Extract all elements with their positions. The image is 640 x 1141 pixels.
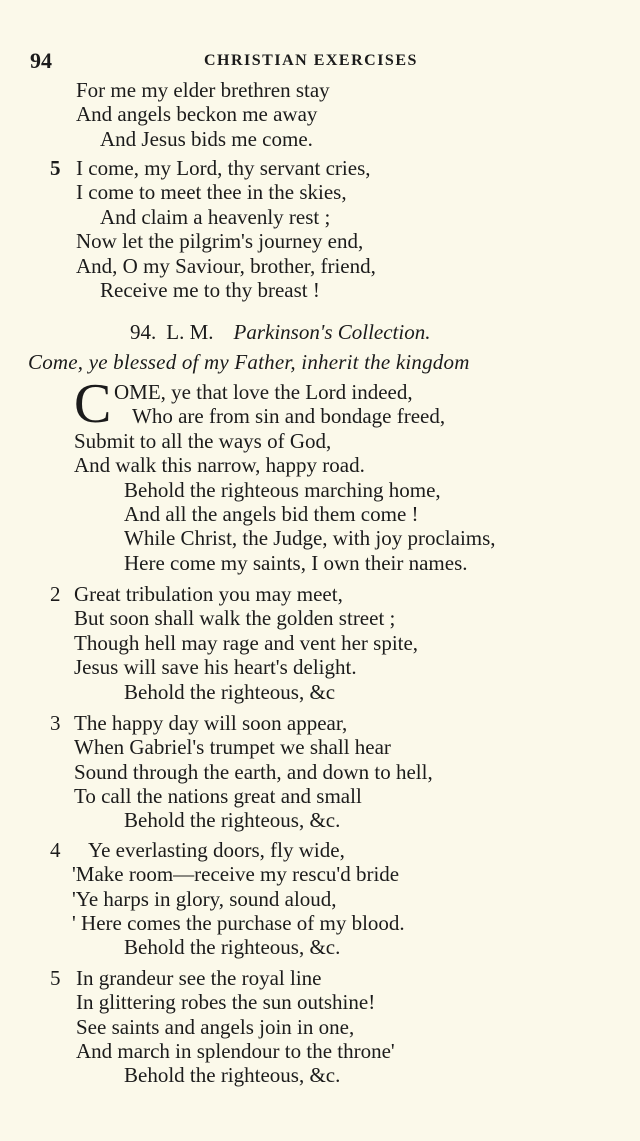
running-title: CHRISTIAN EXERCISES (204, 52, 418, 69)
hymn-number: 94. (130, 320, 157, 344)
hymn-source: Parkinson's Collection. (233, 320, 431, 344)
verse-line: Now let the pilgrim's journey end, (76, 229, 364, 253)
drop-cap: C (74, 373, 112, 435)
verse-line: Though hell may rage and vent her spite, (74, 631, 419, 655)
verse-line: To call the nations great and small (74, 784, 362, 808)
verse-line: When Gabriel's trumpet we shall hear (74, 735, 391, 759)
page-number: 94 (30, 48, 52, 73)
verse-line: Behold the righteous, &c. (124, 935, 341, 959)
stanza-number: 5 (50, 966, 61, 990)
stanza-number: 3 (50, 711, 61, 735)
verse-line: In glittering robes the sun outshine! (76, 990, 376, 1014)
verse-line: Receive me to thy breast ! (100, 278, 320, 302)
verse-line: But soon shall walk the golden street ; (74, 606, 396, 630)
verse-line: And walk this narrow, happy road. (74, 453, 365, 477)
stanza-number: 2 (50, 582, 61, 606)
verse-line: Ye everlasting doors, fly wide, (88, 838, 345, 862)
verse-line: Who are from sin and bondage freed, (132, 404, 446, 428)
verse-line: 'Ye harps in glory, sound aloud, (72, 887, 337, 911)
verse-line: See saints and angels join in one, (76, 1015, 355, 1039)
verse-line: Great tribulation you may meet, (74, 582, 343, 606)
verse-line: ' Here comes the purchase of my blood. (72, 911, 405, 935)
verse-line: And, O my Saviour, brother, friend, (76, 254, 376, 278)
verse-line: And all the angels bid them come ! (124, 502, 419, 526)
verse-line: I come, my Lord, thy servant cries, (76, 156, 371, 180)
verse-line: Here come my saints, I own their names. (124, 551, 468, 575)
verse-line: Behold the righteous, &c (124, 680, 336, 704)
hymn-heading (130, 320, 430, 345)
verse-line: Behold the righteous, &c. (124, 808, 341, 832)
verse-line: I come to meet thee in the skies, (76, 180, 347, 204)
verse-line: Jesus will save his heart's delight. (74, 655, 357, 679)
stanza-number: 4 (50, 838, 61, 862)
verse-line: And angels beckon me away (76, 102, 318, 126)
verse-line: In grandeur see the royal line (76, 966, 322, 990)
verse-line: While Christ, the Judge, with joy proclaims, (124, 526, 496, 550)
verse-line: And Jesus bids me come. (100, 127, 313, 151)
verse-line: For me my elder brethren stay (76, 78, 330, 102)
verse-line: Behold the righteous, &c. (124, 1063, 341, 1087)
hymn-epigraph: Come, ye blessed of my Father, inherit the kingdom (28, 350, 470, 374)
hymn-meter: L. M. (166, 320, 214, 344)
stanza-number: 5 (50, 156, 61, 180)
verse-line: OME, ye that love the Lord indeed, (114, 380, 413, 404)
verse-line: Submit to all the ways of God, (74, 429, 332, 453)
verse-line: The happy day will soon appear, (74, 711, 348, 735)
verse-line: And claim a heavenly rest ; (100, 205, 331, 229)
verse-line: And march in splendour to the throne' (76, 1039, 395, 1063)
verse-line: Behold the righteous marching home, (124, 478, 441, 502)
verse-line: 'Make room—receive my rescu'd bride (72, 862, 400, 886)
verse-line: Sound through the earth, and down to hell, (74, 760, 433, 784)
